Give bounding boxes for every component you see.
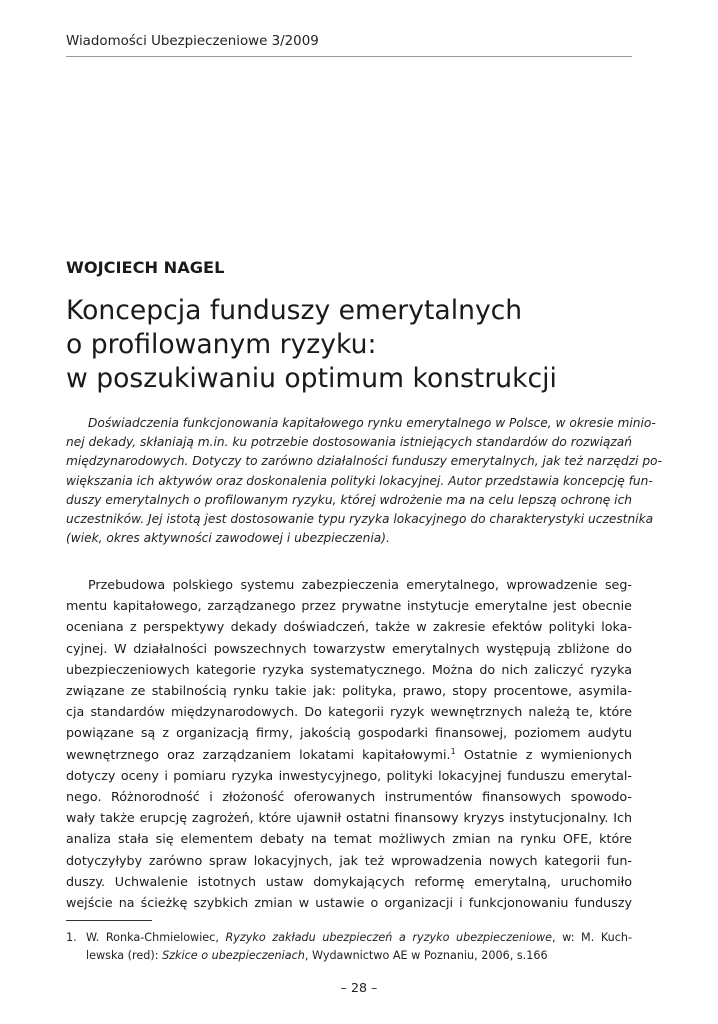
abstract-line: międzynarodowych. Dotyczy to zarówno działalności funduszy emerytalnych, jak też narzędzi po- xyxy=(66,454,662,469)
title-line: Koncepcja funduszy emerytalnych xyxy=(66,295,523,326)
body-line: dotyczyłyby zarówno spraw lokacyjnych, jak też wprowadzenia nowych kategorii fun- xyxy=(66,852,632,868)
abstract-line: duszy emerytalnych o profilowanym ryzyku, której wdrożenie ma na celu lepszą ochronę ich xyxy=(66,492,632,507)
footnote-line xyxy=(66,947,632,965)
body-line: mentu kapitałowego, zarządzanego przez prywatne instytucje emerytalne jest obecnie xyxy=(66,598,632,614)
body-line: cja standardów międzynarodowych. Do kategorii ryzyk wewnętrznych należą te, które xyxy=(66,704,632,720)
footnote-author: W. Ronka-Chmielowiec, xyxy=(86,931,226,944)
footnote-text: , Wydawnictwo AE w Poznaniu, 2006, s.166 xyxy=(304,949,548,962)
body-line: wejście na ścieżkę szybkich zmian w ustawie o organizacji i funkcjonowaniu funduszy xyxy=(66,895,632,911)
author-name: WOJCIECH NAGEL xyxy=(66,258,225,277)
footnote-title: Szkice o ubezpieczeniach xyxy=(162,949,305,962)
footnote-line xyxy=(66,929,632,947)
footnote-text: , w: M. Kuch- xyxy=(552,931,632,944)
body-line: Przebudowa polskiego systemu zabezpieczenia emerytalnego, wprowadzenie seg- xyxy=(88,577,632,592)
title-line: o profilowanym ryzyku: xyxy=(66,329,377,360)
body-line-text: Ostatnie z wymienionych xyxy=(455,746,632,762)
body-line: związane ze stabilnością rynku takie jak: polityka, prawo, stopy procentowe, asymila- xyxy=(66,683,632,699)
abstract-line: Doświadczenia funkcjonowania kapitałowego rynku emerytalnego w Polsce, w okresie minio- xyxy=(88,416,656,430)
abstract-line: (wiek, okres aktywności zawodowej i ubezpieczenia). xyxy=(66,531,390,546)
body-line: oceniana z perspektywy dekady doświadczeń, także w zakresie efektów polityki loka- xyxy=(66,619,632,635)
body-line: powiązane są z organizacją firmy, jakością gospodarki finansowej, poziomem audytu xyxy=(66,725,632,741)
title-line: w poszukiwaniu optimum konstrukcji xyxy=(66,363,557,394)
body-line: nego. Różnorodność i złożoność oferowanych instrumentów finansowych spowodo- xyxy=(66,789,632,805)
footnote-text: lewska (red): xyxy=(86,949,163,962)
body-line: dotyczy oceny i pomiaru ryzyka inwestycyjnego, polityki lokacyjnej funduszu emerytal- xyxy=(66,767,632,783)
body-line-with-footnote xyxy=(66,744,632,765)
body-line: duszy. Uchwalenie istotnych ustaw domykających reformę emerytalną, uruchomiło xyxy=(66,873,632,889)
body-line: analiza stała się elementem debaty na temat możliwych zmian na rynku OFE, które xyxy=(66,831,632,847)
body-line-text: wewnętrznego oraz zarządzaniem lokatami kapitałowymi. xyxy=(66,746,451,762)
abstract-line: nej dekady, skłaniają m.in. ku potrzebie dostosowania istniejących standardów do rozwiązań xyxy=(66,435,632,450)
body-paragraph xyxy=(66,574,632,913)
footnote xyxy=(66,929,632,965)
footnote-rule xyxy=(66,920,152,921)
article-title xyxy=(66,294,666,396)
header-rule xyxy=(66,56,632,57)
abstract-line: uczestników. Jej istotą jest dostosowanie typu ryzyka lokacyjnego do charakterystyki uczestnika xyxy=(66,512,654,527)
abstract-line: większania ich aktywów oraz doskonalenia polityki lokacyjnej. Autor przedstawia koncepcję fun- xyxy=(66,473,653,488)
body-line: wały także erupcję zagrożeń, które ujawnił ostatni finansowy kryzys instytucjonalny. Ich xyxy=(66,810,632,826)
abstract xyxy=(66,414,662,548)
footnote-reference[interactable]: 1 xyxy=(450,746,456,756)
body-line: ubezpieczeniowych kategorie ryzyka systematycznego. Można do nich zaliczyć ryzyka xyxy=(66,661,632,677)
footnote-title: Ryzyko zakładu ubezpieczeń a ryzyko ubezpieczeniowe xyxy=(225,931,553,944)
footnote-number: 1. xyxy=(66,931,77,944)
page-number: – 28 – xyxy=(340,980,378,995)
running-header: Wiadomości Ubezpieczeniowe 3/2009 xyxy=(66,34,319,49)
body-line: cyjnej. W działalności powszechnych towarzystw emerytalnych występują zbliżone do xyxy=(66,640,632,656)
